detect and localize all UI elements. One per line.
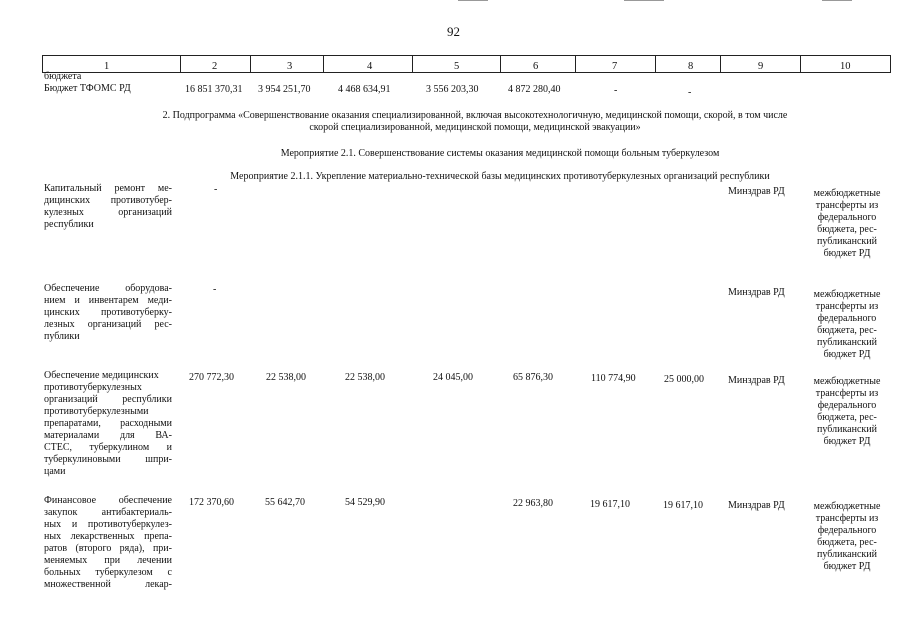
row-value: 22 538,00 bbox=[345, 372, 385, 383]
header-col-10: 10 bbox=[840, 61, 851, 72]
carry-over-value: - bbox=[614, 85, 618, 96]
row-value: 19 617,10 bbox=[663, 500, 703, 511]
row-source: межбюджетные трансферты из федерального бюджета, рес- публиканский бюджет РД bbox=[813, 289, 881, 360]
subprogram-title-line: скорой специализированной, медицинской помощи, медицинской эвакуации» bbox=[309, 122, 641, 133]
row-total: - bbox=[214, 184, 218, 195]
row-label: Обеспечение медицинских противотуберкулезных организаций республики противотуберкулезными препаратами, расходными материалами для ВА- СТЕС, туберкулином и туберкулиновыми шпри- цами bbox=[44, 370, 172, 477]
row-source: межбюджетные трансферты из федерального бюджета, рес- публиканский бюджет РД bbox=[813, 501, 881, 572]
header-column-divider bbox=[250, 55, 251, 73]
scan-mark bbox=[822, 0, 852, 1]
header-col-5: 5 bbox=[454, 61, 460, 72]
header-col-6: 6 bbox=[533, 61, 539, 72]
row-label: Обеспечение оборудова- нием и инвентарем меди- цинских противотуберку- лезных организаций рес- публики bbox=[44, 283, 172, 342]
row-value: 65 876,30 bbox=[513, 372, 553, 383]
header-col-4: 4 bbox=[367, 61, 373, 72]
header-column-divider bbox=[655, 55, 656, 73]
header-col-9: 9 bbox=[758, 61, 764, 72]
row-total: 270 772,30 bbox=[189, 372, 234, 383]
row-value: 54 529,90 bbox=[345, 497, 385, 508]
subprogram-title-line: 2. Подпрограмма «Совершенствование оказания специализированной, включая высокотехнологичную, медицинской помощи, скорой, в том числе bbox=[162, 110, 788, 121]
row-value: 22 538,00 bbox=[266, 372, 306, 383]
carry-over-value: 4 468 634,91 bbox=[338, 84, 391, 95]
header-top-rule bbox=[42, 55, 890, 56]
header-column-divider bbox=[42, 55, 43, 73]
row-value: 55 642,70 bbox=[265, 497, 305, 508]
scan-mark bbox=[458, 0, 488, 1]
header-col-7: 7 bbox=[612, 61, 618, 72]
row-value: 25 000,00 bbox=[664, 374, 704, 385]
header-column-divider bbox=[180, 55, 181, 73]
row-total: 172 370,60 bbox=[189, 497, 234, 508]
header-col-2: 2 bbox=[212, 61, 218, 72]
header-col-1: 1 bbox=[104, 61, 110, 72]
header-column-divider bbox=[412, 55, 413, 73]
carry-over-value: - bbox=[688, 87, 692, 98]
row-value: 24 045,00 bbox=[433, 372, 473, 383]
row-executor: Минздрав РД bbox=[728, 375, 785, 386]
header-column-divider bbox=[500, 55, 501, 73]
row-total: - bbox=[213, 284, 217, 295]
header-column-divider bbox=[575, 55, 576, 73]
scan-mark bbox=[624, 0, 664, 1]
carry-over-label-top: бюджета bbox=[44, 71, 82, 82]
row-executor: Минздрав РД bbox=[728, 500, 785, 511]
row-source: межбюджетные трансферты из федерального бюджета, рес- публиканский бюджет РД bbox=[813, 188, 881, 259]
row-executor: Минздрав РД bbox=[728, 287, 785, 298]
measure-title: Мероприятие 2.1. Совершенствование системы оказания медицинской помощи больным туберкулезом bbox=[280, 148, 720, 159]
row-value: 22 963,80 bbox=[513, 498, 553, 509]
row-label: Капитальный ремонт ме- дицинских противотубер- кулезных организаций республики bbox=[44, 183, 172, 230]
header-col-3: 3 bbox=[287, 61, 293, 72]
header-column-divider bbox=[800, 55, 801, 73]
header-bottom-rule bbox=[42, 72, 890, 73]
sub-measure-title: Мероприятие 2.1.1. Укрепление материально-технической базы медицинских противотуберкулезных организаций республики bbox=[230, 171, 770, 182]
header-column-divider bbox=[720, 55, 721, 73]
page-number: 92 bbox=[447, 24, 460, 39]
carry-over-label: Бюджет ТФОМС РД bbox=[44, 83, 131, 94]
row-source: межбюджетные трансферты из федерального бюджета, рес- публиканский бюджет РД bbox=[813, 376, 881, 447]
row-value: 110 774,90 bbox=[591, 373, 636, 384]
header-column-divider bbox=[323, 55, 324, 73]
carry-over-value: 4 872 280,40 bbox=[508, 84, 561, 95]
row-label: Финансовое обеспечение закупок антибактериаль- ных и противотуберкулез- ных лекарственных препа- ратов (второго ряда), при- меняемых при лечении больных туберкулезом с множественной лекар- bbox=[44, 495, 172, 590]
subprogram-title bbox=[60, 110, 890, 134]
header-column-divider bbox=[890, 55, 891, 73]
row-value: 19 617,10 bbox=[590, 499, 630, 510]
row-executor: Минздрав РД bbox=[728, 186, 785, 197]
header-col-8: 8 bbox=[688, 61, 694, 72]
carry-over-value: 3 954 251,70 bbox=[258, 84, 311, 95]
carry-over-value: 3 556 203,30 bbox=[426, 84, 479, 95]
carry-over-total: 16 851 370,31 bbox=[185, 84, 243, 95]
